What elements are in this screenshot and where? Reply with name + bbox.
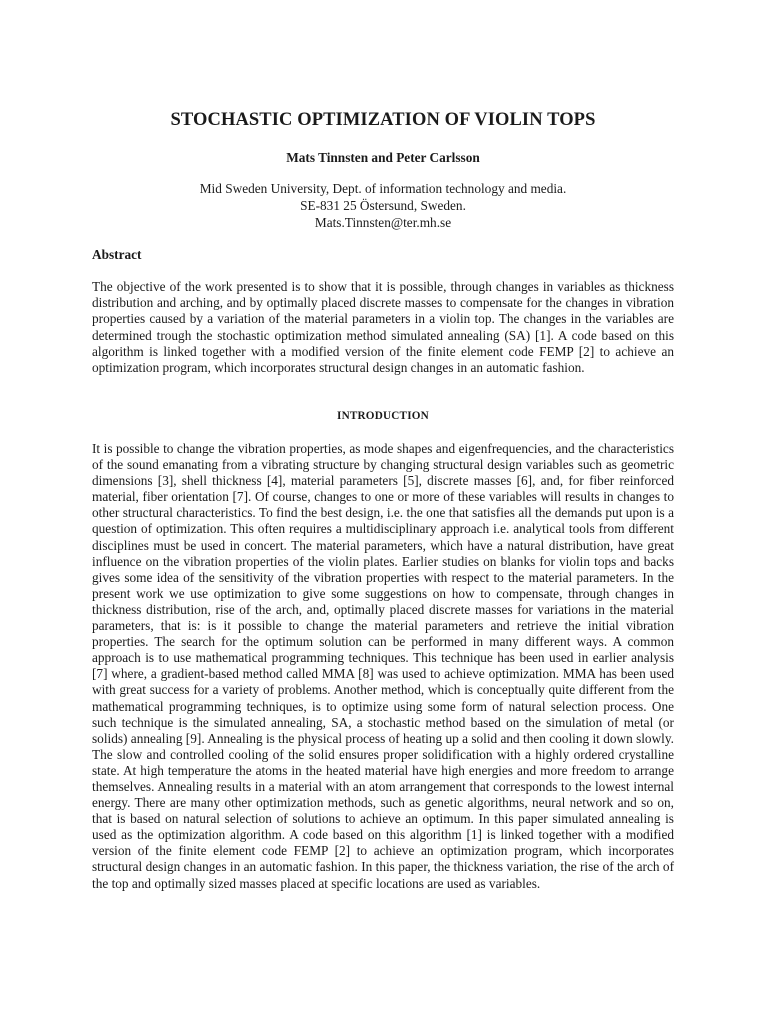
document-page bbox=[92, 0, 674, 1024]
abstract-heading: Abstract bbox=[92, 247, 142, 262]
author-affiliation bbox=[92, 180, 674, 231]
introduction-heading: INTRODUCTION bbox=[337, 410, 429, 422]
introduction-paragraph: It is possible to change the vibration properties, as mode shapes and eigenfrequencies, and the characteristics of the sound emanating from a vibrating structure by changing structural design variables such as geometric dimensions [3], shell thickness [4], material parameters [5], discrete masses [6], and, for fiber reinforced material, fiber orientation [7]. Of course, changes to one or more of these variables will results in changes to other structural characteristics. To find the best design, i.e. the one that satisfies all the demands put upon is a question of optimization. This often requires a multidisciplinary approach i.e. analytical tools from different disciplines must be used in concert. The material parameters, which have a natural distribution, have great influence on the vibration properties of the violin plates. Earlier studies on blanks for violin tops and backs gives some idea of the sensitivity of the vibration properties with respect to the material parameters. In the present work we use optimization to give some suggestions on how to compensate, through changes in thickness distribution, rise of the arch, and, optimally placed discrete masses for variations in the material parameters, that is: is it possible to change the material parameters and retrieve the initial vibration properties. The search for the optimum solution can be performed in many different ways. A common approach is to use mathematical programming techniques. This technique has been used in earlier analysis [7] where, a gradient-based method called MMA [8] was used to achieve optimization. MMA has been used with great success for a variety of problems. Another method, which is conceptually quite different from the mathematical programming techniques, is to optimize using some form of natural selection process. One such technique is the simulated annealing, SA, a stochastic method based on the simulation of metal (or solids) annealing [9]. Annealing is the physical process of heating up a solid and then cooling it down slowly. The slow and controlled cooling of the solid ensures proper solidification with a highly ordered crystalline state. At high temperature the atoms in the heated material have high energies and more freedom to arrange themselves. Annealing results in a material with an atom arrangement that corresponds to the lowest internal energy. There are many other optimization methods, such as genetic algorithms, neural network and so on, that is based on natural selection of solutions to achieve an optimum. In this paper simulated annealing is used as the optimization algorithm. A code based on this algorithm [1] is linked together with a modified version of the finite element code FEMP [2] to achieve an optimization program, which incorporates structural design changes in an automatic fashion. In this paper, the thickness variation, the rise of the arch of the top and optimally sized masses placed at specific locations are used as variables. bbox=[92, 441, 674, 891]
affiliation-address: SE-831 25 Östersund, Sweden. bbox=[300, 198, 466, 213]
affiliation-institution: Mid Sweden University, Dept. of information technology and media. bbox=[199, 181, 567, 196]
paper-authors: Mats Tinnsten and Peter Carlsson bbox=[286, 150, 480, 165]
abstract-paragraph: The objective of the work presented is to show that it is possible, through changes in variables as thickness distribution and arching, and by optimally placed discrete masses to compensate for the changes in vibration properties caused by a variation of the material parameters in a violin top. The changes in the variables are determined trough the stochastic optimization method simulated annealing (SA) [1]. A code based on this algorithm is linked together with a modified version of the finite element code FEMP [2] to achieve an optimization program, which incorporates structural design changes in an automatic fashion. bbox=[92, 279, 674, 376]
affiliation-email: Mats.Tinnsten@ter.mh.se bbox=[314, 215, 452, 230]
paper-title: STOCHASTIC OPTIMIZATION OF VIOLIN TOPS bbox=[170, 110, 596, 130]
